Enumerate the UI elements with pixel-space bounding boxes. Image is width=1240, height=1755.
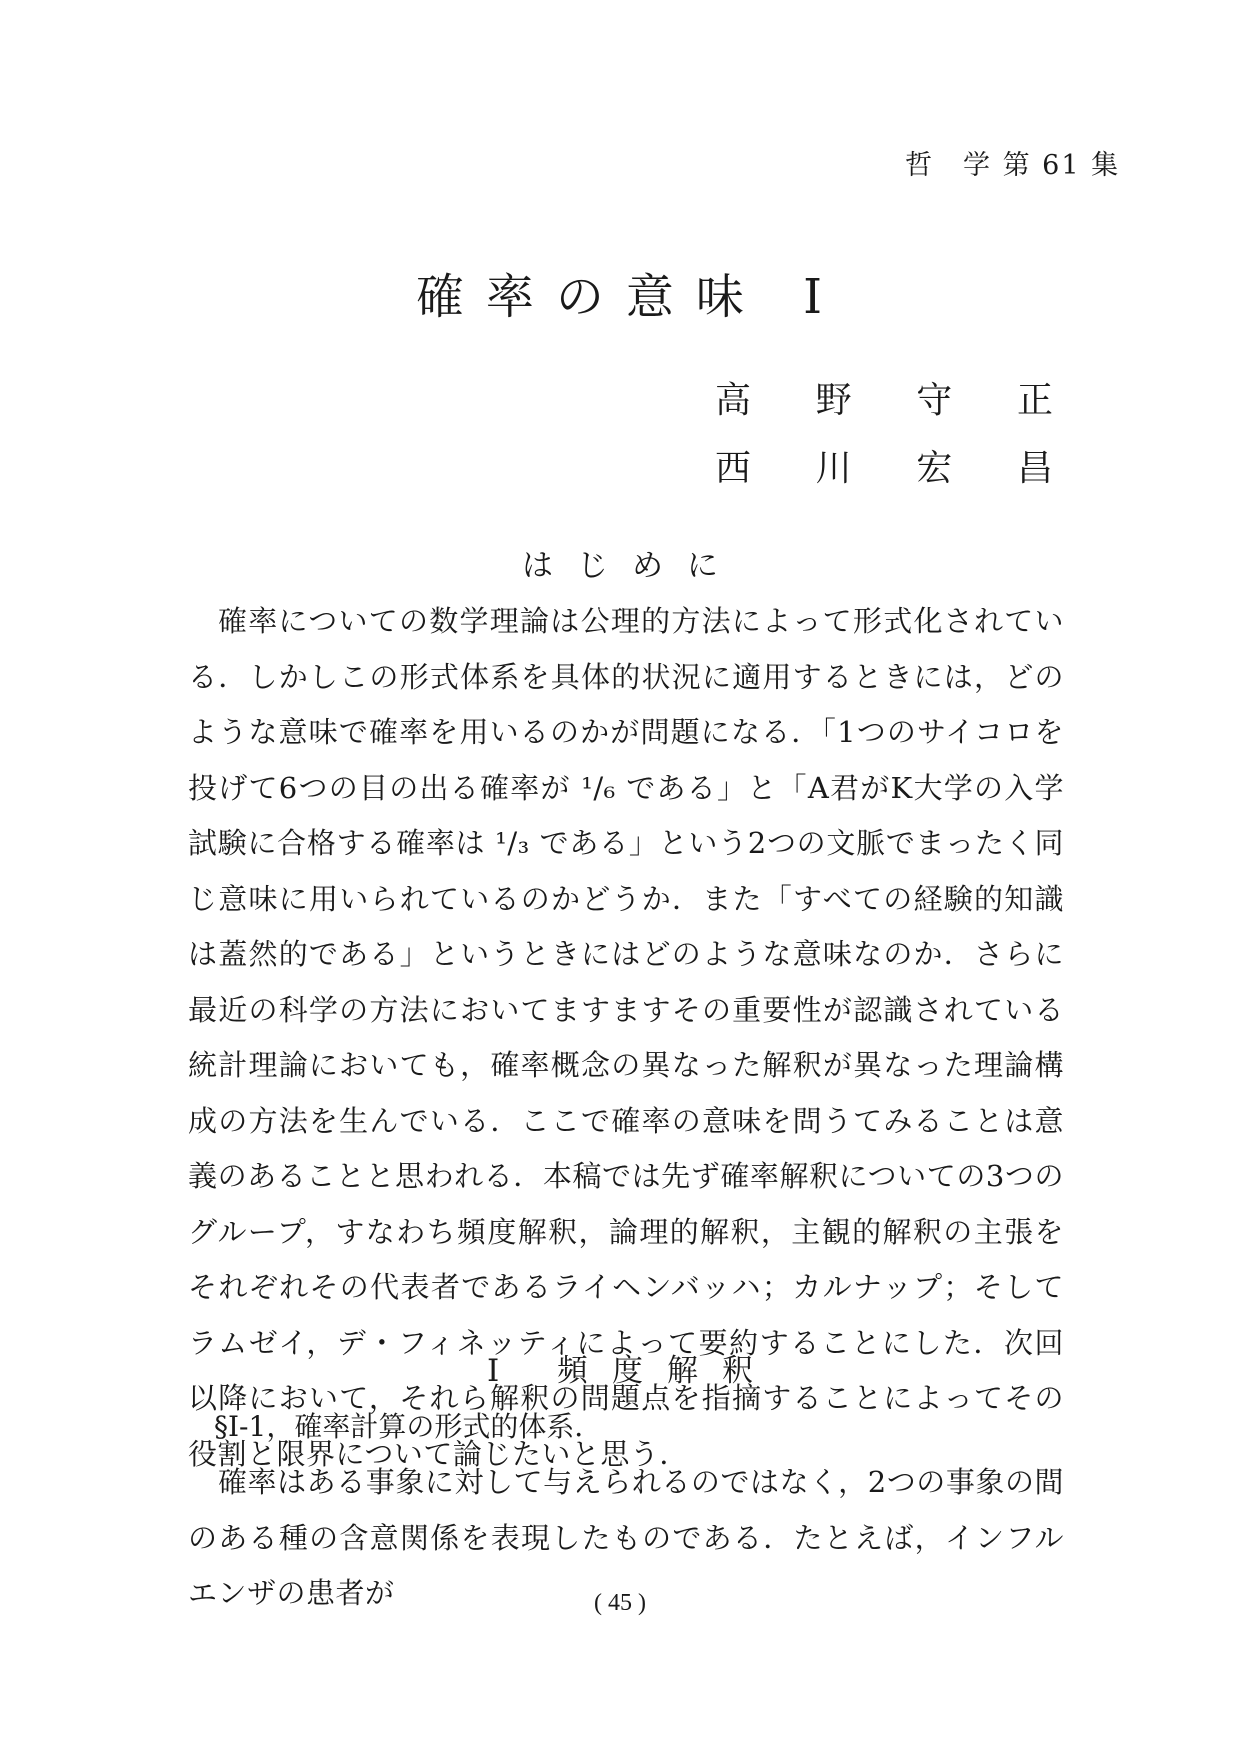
author-2 [714,443,1054,511]
author-char: 正 [1016,380,1053,421]
subsection-heading: §Ⅰ-1，確率計算の形式的体系． [214,1410,603,1443]
author-1 [714,375,1054,443]
author-char: 昌 [1016,448,1053,489]
intro-paragraph: 確率についての数学理論は公理的方法によって形式化されている．しかしこの形式体系を具体的状況に適用するときには，どのような意味で確率を用いるのかが問題になる．「1つのサイコロを投げて6つの目の出る確率が ¹/₆ である」と「A君がK大学の入学試験に合格する確率は ¹/₃ である」という2つの文脈でまったく同じ意味に用いられているのかどうか．また「すべての経験的知識は蓋然的である」というときにはどのような意味なのか．さらに最近の科学の方法においてますますその重要性が認識されている統計理論においても，確率概念の異なった解釈が異なった理論構成の方法を生んでいる．ここで確率の意味を問うてみることは意義のあることと思われる．本稿では先ず確率解釈についての3つのグループ，すなわち頻度解釈，論理的解釈，主観的解釈の主張をそれぞれその代表者であるライヘンバッハ；カルナップ；そしてラムゼイ，デ・フィネッティによって要約することにした．次回以降において，それら解釈の問題点を指摘することによってその役割と限界について論じたいと思う． [188,604,1064,1471]
author-char: 野 [815,380,852,421]
page-number: ( 45 ) [594,1590,646,1616]
section-heading: I 頻度解釈 [486,1353,778,1389]
author-char: 川 [815,448,852,489]
journal-header: 哲 学 第 61 集 [905,150,1121,181]
author-list [714,375,1054,511]
author-char: 宏 [916,448,953,489]
author-char: 高 [714,380,751,421]
paper-title: 確率の意味 I [415,269,845,325]
author-char: 守 [916,380,953,421]
section-paragraph: 確率はある事象に対して与えられるのではなく，2つの事象の間のある種の含意関係を表現したものである．たとえば，インフルエンザの患者が [188,1465,1064,1610]
author-char: 西 [714,448,751,489]
intro-heading: はじめに [522,548,742,584]
